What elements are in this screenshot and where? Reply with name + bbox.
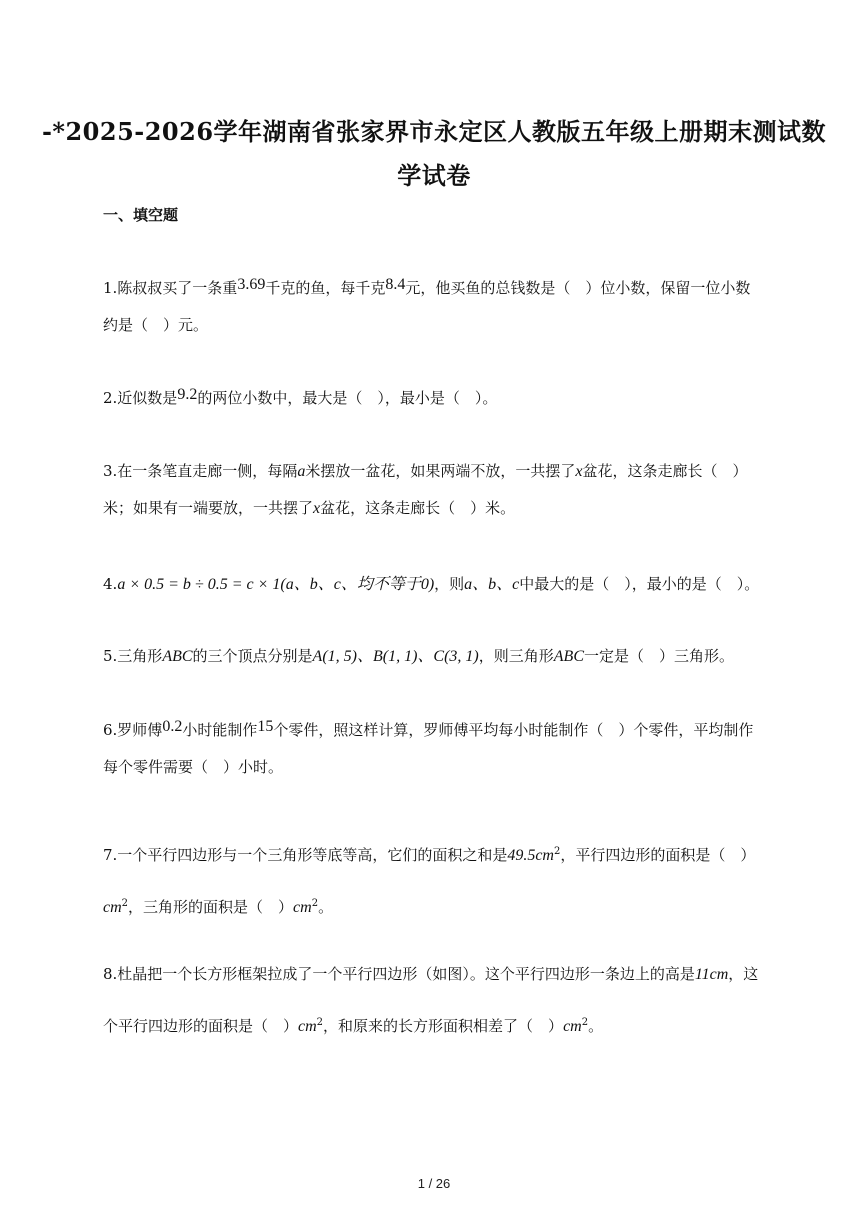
superscript: 2 — [121, 898, 129, 909]
superscript: 2 — [581, 1017, 589, 1028]
question-4: 4.a × 0.5 = b ÷ 0.5 = c × 1(a、b、c、均不等于0)，则a、b、c中最大的是（ ），最小的是（ ）。 — [103, 575, 760, 593]
section-heading: 一、填空题 — [103, 206, 179, 224]
question-3: 3.在一条笔直走廊一侧，每隔a米摆放一盆花，如果两端不放，一共摆了x盆花，这条走廊长（ ）米；如果有一端要放，一共摆了x盆花，这条走廊长（ ）米。 — [103, 462, 748, 517]
superscript: 2 — [311, 898, 319, 909]
superscript: 2 — [316, 1017, 324, 1028]
question-5: 5.三角形ABC的三个顶点分别是A(1, 5)、B(1, 1)、C(3, 1)，则三角形ABC一定是（ ）三角形。 — [103, 647, 734, 665]
document-title-line-1: -*2025-2026学年湖南省张家界市永定区人教版五年级上册期末测试数 — [41, 117, 827, 146]
question-8: 8.杜晶把一个长方形框架拉成了一个平行四边形（如图）。这个平行四边形一条边上的高是11cm，这个平行四边形的面积是（ ）$cm^2$，和原来的长方形面积相差了（ ）$cm^2$。 — [103, 965, 759, 1035]
question-7: 7.一个平行四边形与一个三角形等底等高，它们的面积之和是$49.5cm^2$，平行四边形的面积是（ ）$cm^2$，三角形的面积是（ ）$cm^2$。 — [103, 846, 756, 916]
question-2: 2.近似数是9.2的两位小数中，最大是（ ），最小是（ ）。 — [103, 386, 498, 407]
page-number: 1 / 26 — [417, 1176, 451, 1191]
document-title-line-2: 学试卷 — [397, 161, 471, 190]
superscript: 2 — [553, 846, 561, 857]
question-6: 6.罗师傅0.2小时能制作15个零件，照这样计算，罗师傅平均每小时能制作（ ）个零件，平均制作每个零件需要（ ）小时。 — [103, 718, 754, 776]
question-1: 1.陈叔叔买了一条重3.69千克的鱼，每千克8.4元，他买鱼的总钱数是（ ）位小数，保留一位小数约是（ ）元。 — [103, 276, 751, 334]
